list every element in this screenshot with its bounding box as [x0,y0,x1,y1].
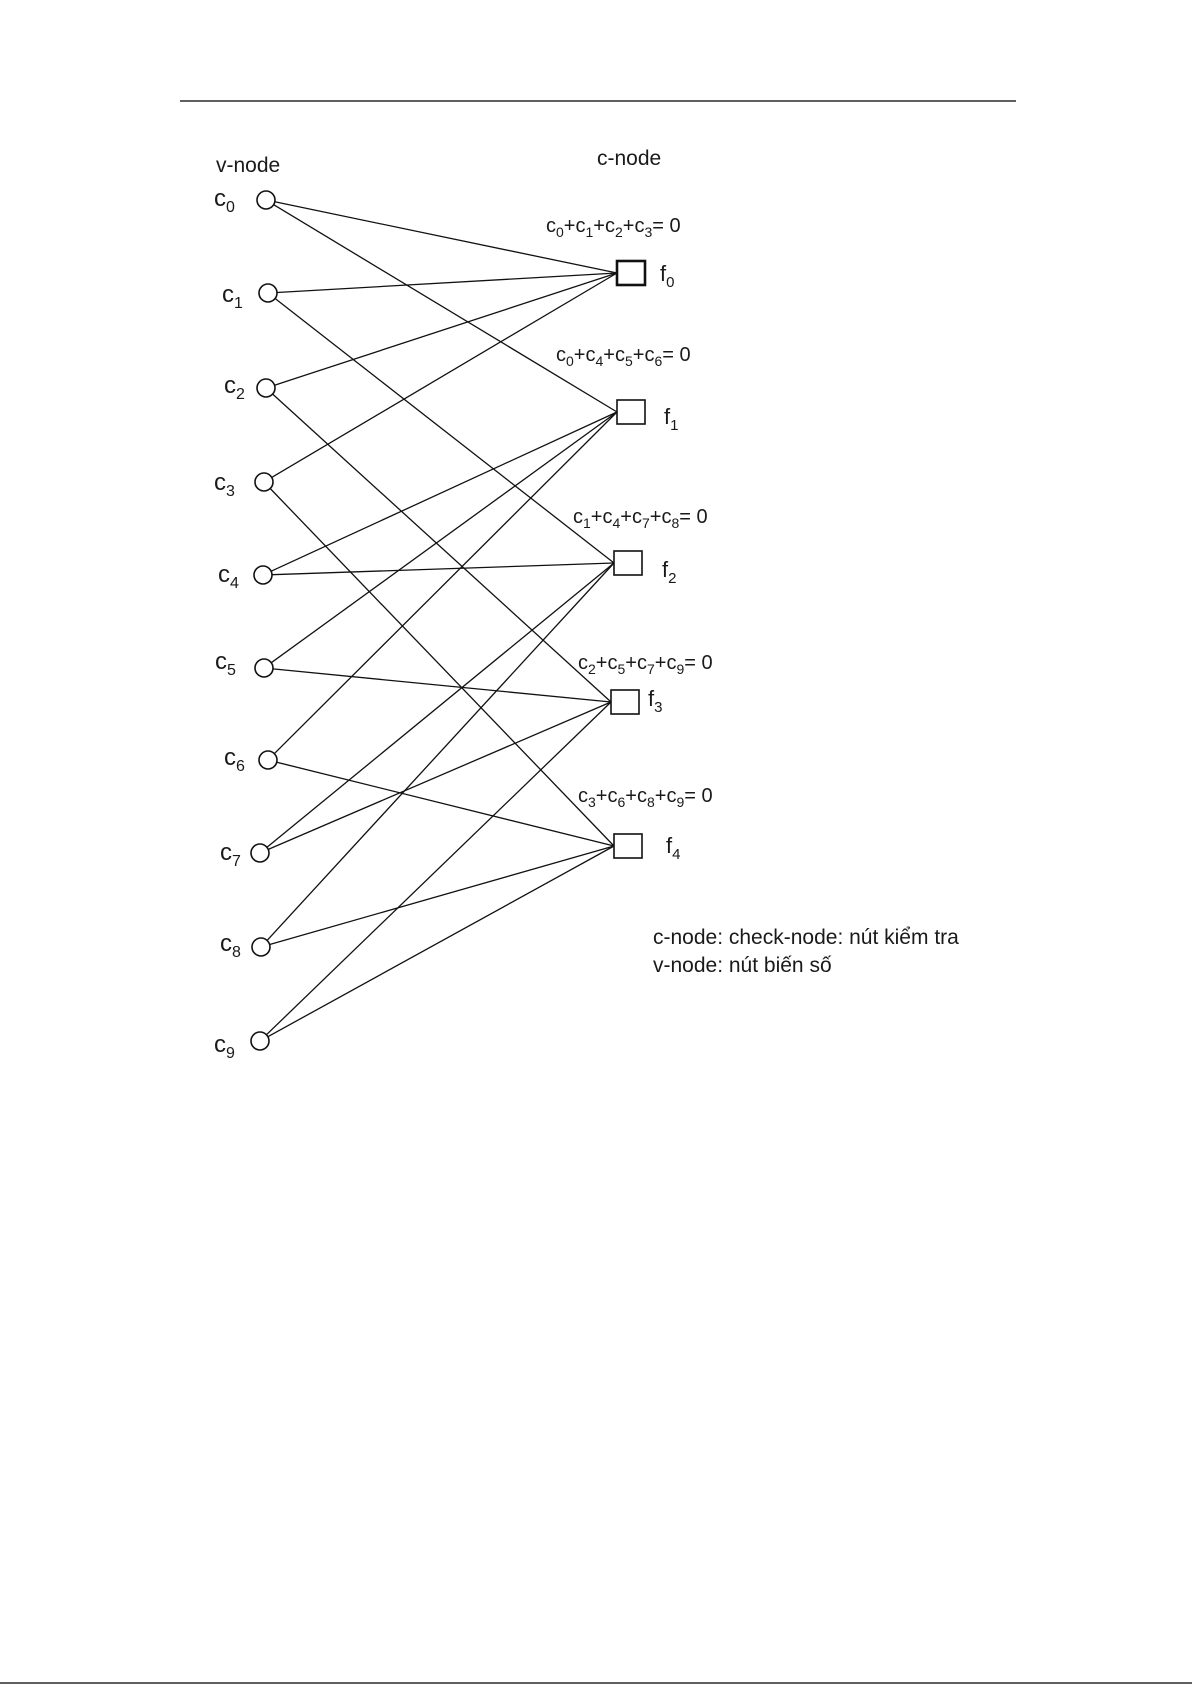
edge-c4-f2 [272,563,614,575]
edge-c7-f2 [267,563,614,847]
edge-c2-f3 [273,394,611,702]
check-node-label-f1: $f_1$ [664,404,679,434]
edge-c1-f2 [275,299,614,564]
v-node-circle-c3 [255,473,273,491]
edge-c6-f1 [274,412,617,754]
check-node-square-f3 [611,690,639,714]
v-node-label-c6: $c_6$ [224,744,245,775]
check-node-square-f0 [617,261,645,285]
v-node-circle-c6 [259,751,277,769]
check-node-square-f1 [617,400,645,424]
check-node-square-f4 [614,834,642,858]
edge-c3-f0 [272,273,617,477]
v-node-label-c3: $c_3$ [214,469,235,500]
parity-equation-f3: $c_2+c_5+c_7+c_9= 0$ [578,652,713,677]
parity-equation-f0: $c_0+c_1+c_2+c_3= 0$ [546,215,681,240]
v-nodes-layer [214,185,277,1062]
edge-c4-f1 [271,412,617,571]
v-node-label-c9: $c_9$ [214,1031,235,1062]
v-node-circle-c2 [257,379,275,397]
edge-c8-f4 [270,846,614,945]
c-node-header-label: c-node [597,147,662,170]
v-node-label-c8: $c_8$ [220,930,241,961]
equations-layer [546,215,713,810]
edge-c5-f3 [273,669,611,702]
check-node-label-f3: $f_3$ [648,686,663,716]
legend-line-check-node: c-node: check-node: nút kiểm tra [653,926,959,949]
edge-c3-f4 [270,489,614,847]
check-node-square-f2 [614,551,642,575]
edge-c8-f2 [267,563,614,940]
v-node-label-c5: $c_5$ [215,648,236,679]
parity-equation-f2: $c_1+c_4+c_7+c_8= 0$ [573,506,708,531]
v-node-label-c4: $c_4$ [218,561,239,592]
v-node-circle-c1 [259,284,277,302]
v-node-label-c0: $c_0$ [214,185,235,216]
v-node-circle-c8 [252,938,270,956]
edge-c5-f1 [271,412,617,663]
v-node-label-c2: $c_2$ [224,372,245,403]
check-node-label-f0: $f_0$ [660,261,675,291]
v-node-circle-c0 [257,191,275,209]
v-node-circle-c7 [251,844,269,862]
v-node-header-label: v-node [216,154,281,177]
parity-equation-f4: $c_3+c_6+c_8+c_9= 0$ [578,785,713,810]
edge-c9-f4 [268,846,614,1037]
v-node-circle-c9 [251,1032,269,1050]
v-node-circle-c5 [255,659,273,677]
edge-c6-f4 [277,762,614,846]
edge-c0-f0 [275,202,617,273]
edge-c7-f3 [268,702,611,849]
v-node-label-c1: $c_1$ [222,281,243,312]
check-node-label-f4: $f_4$ [666,833,681,863]
check-node-label-f2: $f_2$ [662,557,677,587]
parity-equation-f1: $c_0+c_4+c_5+c_6= 0$ [556,344,691,369]
edges-layer [267,202,618,1037]
v-node-label-c7: $c_7$ [220,839,241,870]
edge-c9-f3 [267,702,612,1035]
v-node-circle-c4 [254,566,272,584]
legend-line-variable-node: v-node: nút biến số [653,954,832,977]
